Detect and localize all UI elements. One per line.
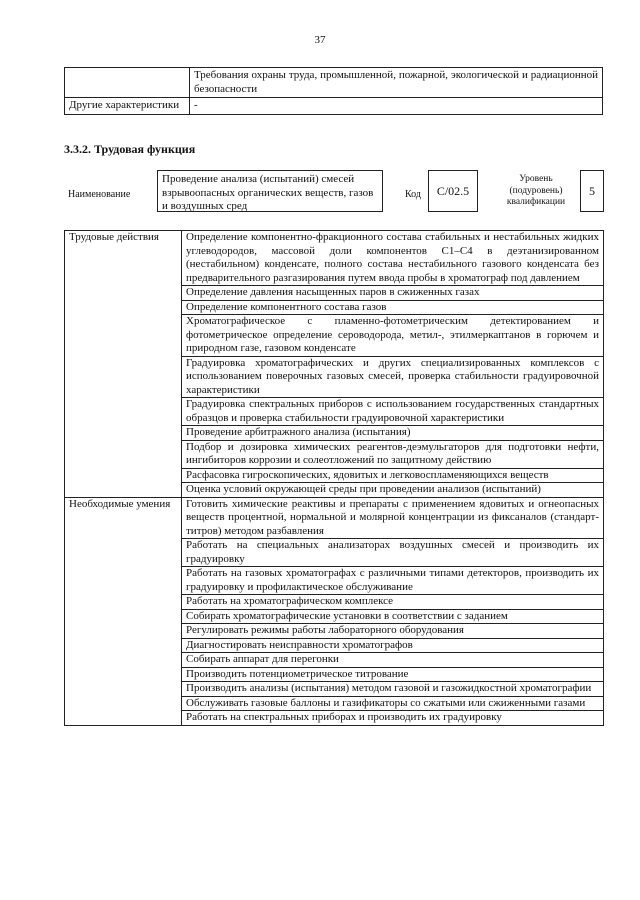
- function-table: [64, 230, 604, 726]
- required-skill-item: Работать на газовых хроматографах с различными типами детекторов, производить их градуировку и профилактическое обслуживание: [182, 567, 604, 595]
- function-name: Проведение анализа (испытаний) смесей взрывоопасных органических веществ, газов и воздушных сред: [157, 170, 383, 212]
- labor-action-item: Определение компонентно-фракционного состава стабильных и нестабильных жидких углеводородов, массовой доли компонентов C1–C4 в деэтанизированном (нестабильном) конденсате, полного состава нестабильного газового конденсата без предварительного разгазирования путем ввода пробы в хроматограф под давлением: [182, 231, 604, 286]
- required-skill-item: Работать на специальных анализаторах воздушных смесей и производить их градуировку: [182, 539, 604, 567]
- required-skill-item: Работать на хроматографическом комплексе: [182, 595, 604, 610]
- row-value: -: [190, 98, 603, 115]
- code-label: Код: [405, 189, 421, 200]
- level-label: Уровень (подуровень) квалификации: [506, 174, 566, 207]
- required-skill-item: Диагностировать неисправности хроматографов: [182, 638, 604, 653]
- code-value: C/02.5: [428, 170, 478, 212]
- labor-action-item: Определение компонентного состава газов: [182, 300, 604, 315]
- top-table: [64, 67, 603, 115]
- function-header: [64, 170, 604, 220]
- table-row: [65, 497, 604, 539]
- row-label: Другие характеристики: [65, 98, 190, 115]
- level-value: 5: [580, 170, 604, 212]
- required-skill-item: Собирать аппарат для перегонки: [182, 653, 604, 668]
- required-skill-item: Обслуживать газовые баллоны и газификаторы со сжатыми или сжиженными газами: [182, 696, 604, 711]
- row-value: Требования охраны труда, промышленной, пожарной, экологической и радиационной безопасности: [190, 68, 603, 98]
- required-skill-item: Производить потенциометрическое титрование: [182, 667, 604, 682]
- required-skill-item: Готовить химические реактивы и препараты с применением ядовитых и огнеопасных веществ процентной, нормальной и молярной концентрации из фиксаналов (стандарт-титров) методом разбавления: [182, 497, 604, 539]
- labor-action-item: Расфасовка гигроскопических, ядовитых и легковоспламеняющихся веществ: [182, 468, 604, 483]
- required-skill-item: Собирать хроматографические установки в соответствии с заданием: [182, 609, 604, 624]
- labor-action-item: Градуировка спектральных приборов с использованием государственных стандартных образцов и проверка стабильности градуировочной характеристики: [182, 398, 604, 426]
- required-skill-category: Необходимые умения: [65, 497, 182, 725]
- required-skill-item: Регулировать режимы работы лабораторного оборудования: [182, 624, 604, 639]
- labor-action-item: Оценка условий окружающей среды при проведении анализов (испытаний): [182, 483, 604, 498]
- section-title: 3.3.2. Трудовая функция: [64, 142, 196, 156]
- labor-action-item: Подбор и дозировка химических реагентов-деэмульгаторов для подготовки нефти, ингибиторов коррозии и солеотложений по защитному действию: [182, 440, 604, 468]
- labor-action-category: Трудовые действия: [65, 231, 182, 498]
- name-label: Наименование: [68, 189, 131, 200]
- row-label: [65, 68, 190, 98]
- table-row: [65, 231, 604, 286]
- table-row: [65, 68, 603, 98]
- labor-action-item: Градуировка хроматографических и других специализированных комплексов с использованием поверочных газовых смесей, проверка стабильности градуировочной характеристики: [182, 356, 604, 398]
- labor-action-item: Проведение арбитражного анализа (испытания): [182, 426, 604, 441]
- table-row: [65, 98, 603, 115]
- labor-action-item: Хроматографическое с пламенно-фотометрическим детектированием и фотометрическое определение сероводорода, метил-, этилмеркаптанов в горючем и природном газе, газовом конденсате: [182, 315, 604, 357]
- labor-action-item: Определение давления насыщенных паров в сжиженных газах: [182, 286, 604, 301]
- page-number: 37: [314, 34, 326, 46]
- required-skill-item: Производить анализы (испытания) методом газовой и газожидкостной хроматографии: [182, 682, 604, 697]
- required-skill-item: Работать на спектральных приборах и производить их градуировку: [182, 711, 604, 726]
